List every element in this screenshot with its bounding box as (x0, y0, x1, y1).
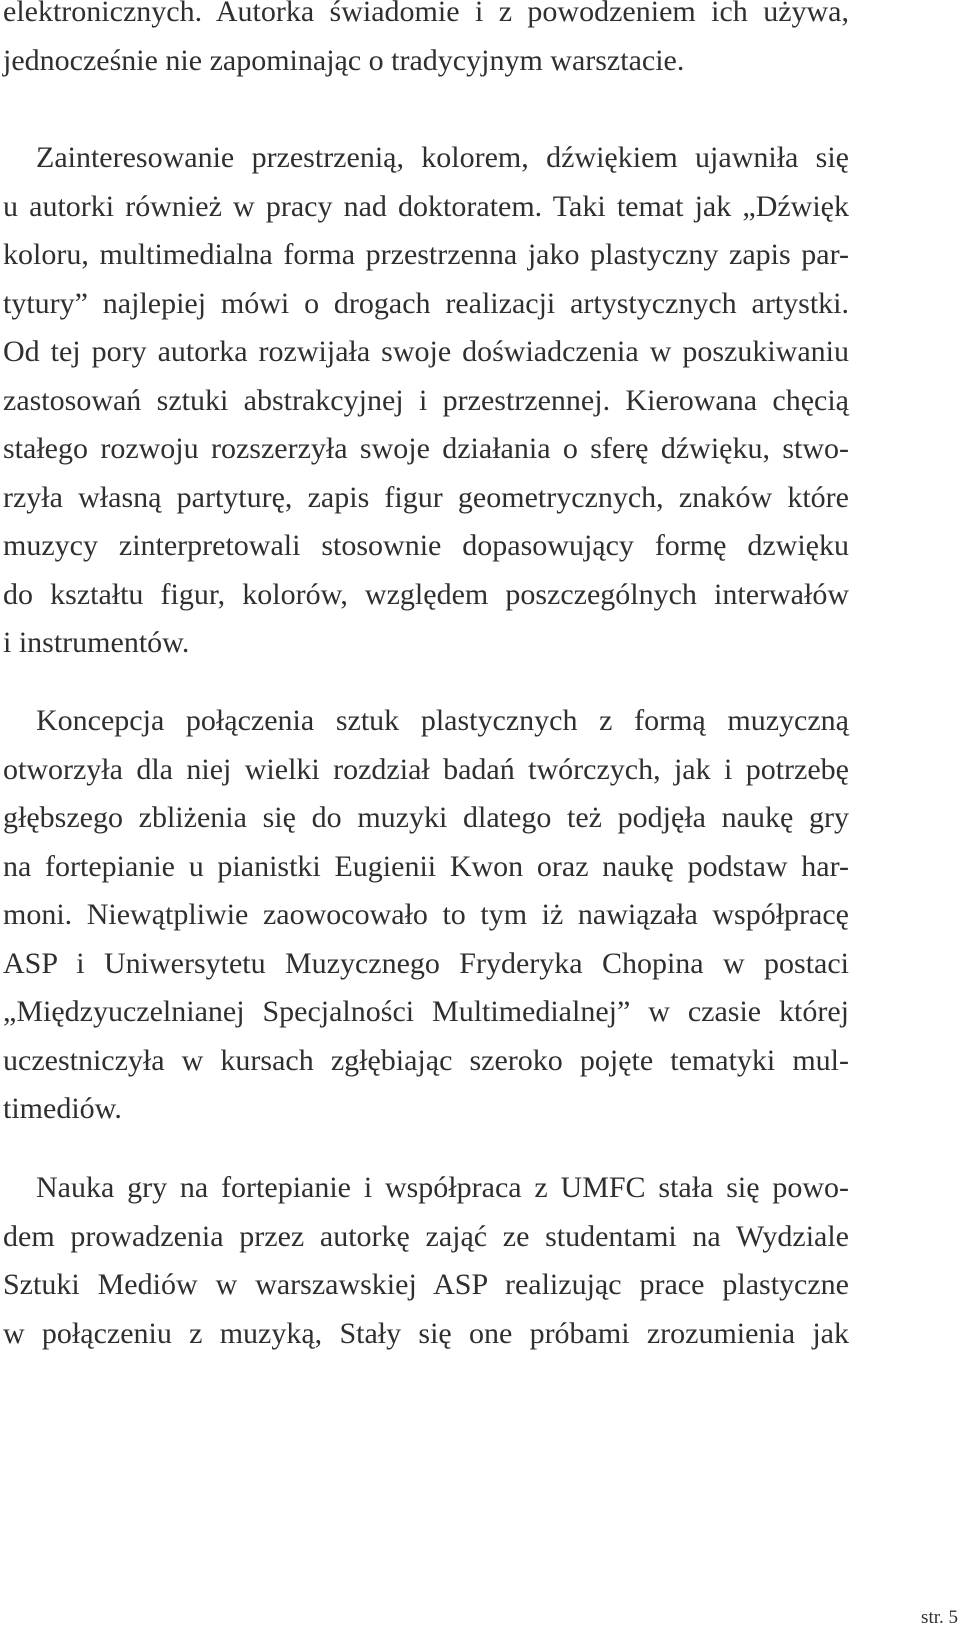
text-line: otworzyła dla niej wielki rozdział badań twórczych, jak i potrzebę (3, 752, 849, 786)
paragraph-4 (3, 1164, 849, 1358)
text-line: rzyła własną partyturę, zapis figur geometrycznych, znaków które (3, 480, 849, 514)
page-number: str. 5 (921, 1607, 958, 1628)
text-line: Koncepcja połączenia sztuk plastycznych z formą muzyczną (36, 704, 849, 737)
text-line: Sztuki Mediów w warszawskiej ASP realizując prace plastyczne (3, 1268, 849, 1301)
text-line: i instrumentów. (3, 626, 190, 659)
text-line: timediów. (3, 1092, 122, 1125)
paragraph-2 (3, 134, 849, 668)
text-line: w połączeniu z muzyką, Stały się one próbami zrozumienia jak (3, 1316, 849, 1350)
paragraph-1 (3, 0, 849, 85)
text-line: „Międzyuczelnianej Specjalności Multimedialnej” w czasie której (3, 995, 849, 1028)
text-line: do kształtu figur, kolorów, względem poszczególnych interwałów (3, 577, 849, 611)
paragraph-3 (3, 697, 849, 1134)
text-line: ASP i Uniwersytetu Muzycznego Fryderyka Chopina w postaci (3, 946, 849, 980)
text-line: jednocześnie nie zapominając o tradycyjnym warsztacie. (3, 43, 685, 77)
text-line: na fortepianie u pianistki Eugienii Kwon oraz naukę podstaw har- (3, 849, 849, 883)
text-line: uczestniczyła w kursach zgłębiając szeroko pojęte tematyki mul- (3, 1043, 849, 1077)
text-line: tytury” najlepiej mówi o drogach realizacji artystycznych artystki. (3, 286, 849, 320)
text-line: dem prowadzenia przez autorkę zająć ze studentami na Wydziale (3, 1219, 849, 1253)
text-line: elektronicznych. Autorka świadomie i z powodzeniem ich używa, (3, 0, 849, 28)
text-line: zastosowań sztuki abstrakcyjnej i przestrzennej. Kierowana chęcią (3, 383, 849, 417)
text-line: koloru, multimedialna forma przestrzenna jako plastyczny zapis par- (3, 238, 849, 271)
text-line: Nauka gry na fortepianie i współpraca z UMFC stała się powo- (36, 1171, 849, 1204)
text-line: u autorki również w pracy nad doktoratem. Taki temat jak „Dźwięk (3, 189, 849, 223)
text-line: głębszego zbliżenia się do muzyki dlatego też podjęła naukę gry (3, 801, 849, 834)
text-line: muzycy zinterpretowali stosownie dopasowujący formę dzwięku (3, 529, 849, 562)
text-line: stałego rozwoju rozszerzyła swoje działania o sferę dźwięku, stwo- (3, 432, 849, 465)
text-line: moni. Niewątpliwie zaowocowało to tym iż nawiązała współpracę (3, 898, 849, 931)
text-line: Od tej pory autorka rozwijała swoje doświadczenia w poszukiwaniu (3, 335, 849, 368)
text-line: Zainteresowanie przestrzenią, kolorem, dźwiękiem ujawniła się (36, 141, 849, 174)
